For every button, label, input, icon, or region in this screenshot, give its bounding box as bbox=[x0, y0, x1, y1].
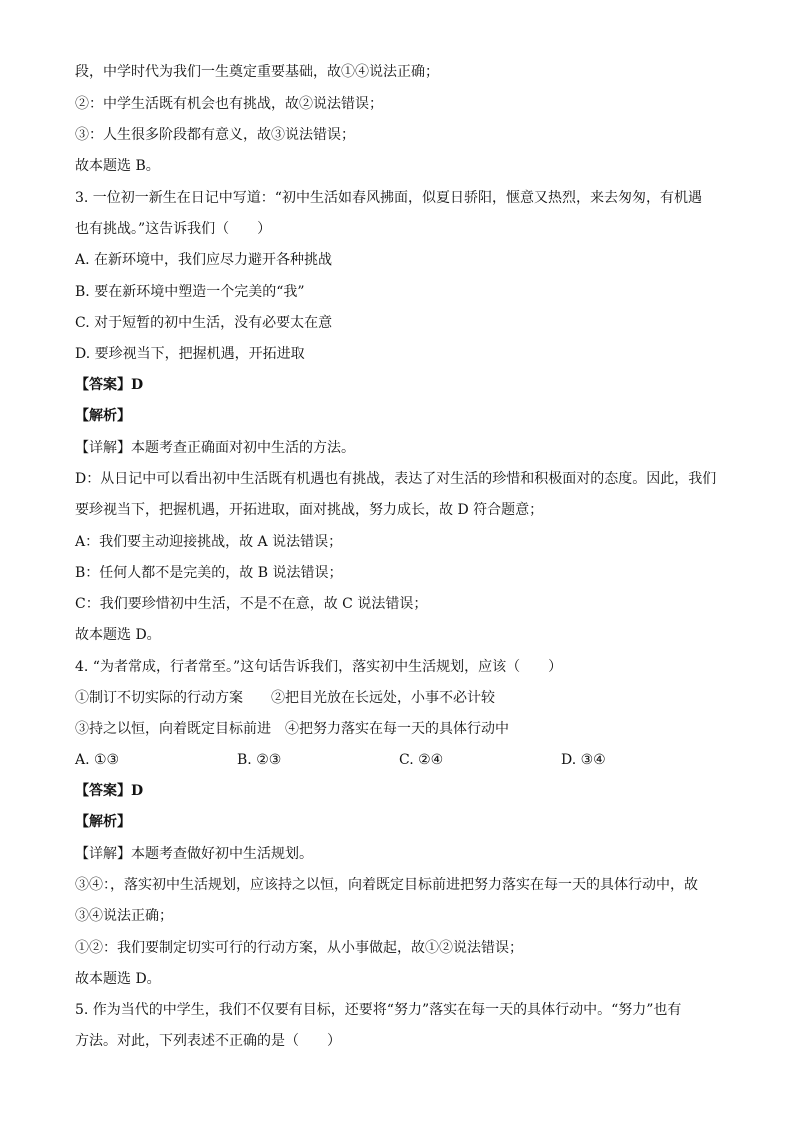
question-4-option-d: D. ③④ bbox=[561, 752, 606, 768]
question-5-stem-cont: 方法。对此，下列表述不正确的是（ ） bbox=[75, 1033, 341, 1049]
answer-label: 【答案】D bbox=[75, 783, 144, 799]
text-line: C：我们要珍惜初中生活，不是不在意，故 C 说法错误； bbox=[75, 596, 428, 612]
text-line: 故本题选 D。 bbox=[75, 971, 161, 987]
question-4-statements: ①制订不切实际的行动方案 ②把目光放在长远处，小事不必计较 bbox=[75, 690, 495, 706]
text-line: D：从日记中可以看出初中生活既有机遇也有挑战，表达了对生活的珍惜和积极面对的态度。因此，我们 bbox=[75, 471, 717, 487]
text-line: ③：人生很多阶段都有意义，故③说法错误； bbox=[75, 127, 355, 143]
question-4-stem: 4. “为者常成，行者常至。”这句话告诉我们，落实初中生活规划，应该（ ） bbox=[75, 659, 563, 675]
text-line: ③④说法正确； bbox=[75, 908, 173, 924]
question-3-stem: 3. 一位初一新生在日记中写道：“初中生活如春风拂面，似夏日骄阳，惬意又热烈，来去匆匆，有机遇 bbox=[75, 190, 702, 206]
question-3-stem-cont: 也有挑战。”这告诉我们（ ） bbox=[75, 221, 272, 237]
analysis-label: 【解析】 bbox=[75, 408, 131, 424]
question-4-option-c: C. ②④ bbox=[399, 752, 444, 768]
detail-line: 【详解】本题考查正确面对初中生活的方法。 bbox=[75, 440, 355, 456]
question-3-option-b: B. 要在新环境中塑造一个完美的“我” bbox=[75, 284, 305, 300]
question-4-options bbox=[75, 750, 725, 770]
text-line: 故本题选 B。 bbox=[75, 158, 160, 174]
text-line: 段，中学时代为我们一生奠定重要基础，故①④说法正确； bbox=[75, 64, 439, 80]
analysis-label: 【解析】 bbox=[75, 814, 131, 830]
answer-label: 【答案】D bbox=[75, 377, 144, 393]
question-4-option-b: B. ②③ bbox=[237, 752, 282, 768]
question-3-option-a: A. 在新环境中，我们应尽力避开各种挑战 bbox=[75, 252, 333, 268]
text-line: ①②：我们要制定切实可行的行动方案，从小事做起，故①②说法错误； bbox=[75, 940, 523, 956]
text-line: B：任何人都不是完美的，故 B 说法错误； bbox=[75, 565, 343, 581]
text-line: 要珍视当下，把握机遇，开拓进取，面对挑战，努力成长，故 D 符合题意； bbox=[75, 502, 544, 518]
text-line: ③④：，落实初中生活规划，应该持之以恒，向着既定目标前进把努力落实在每一天的具体行动中，故 bbox=[75, 877, 698, 893]
question-4-statements: ③持之以恒，向着既定目标前进 ④把努力落实在每一天的具体行动中 bbox=[75, 721, 509, 737]
question-5-stem: 5. 作为当代的中学生，我们不仅要有目标，还要将“努力”落实在每一天的具体行动中。“努力”也有 bbox=[75, 1002, 682, 1018]
text-line: A：我们要主动迎接挑战，故 A 说法错误； bbox=[75, 534, 343, 550]
question-3-option-d: D. 要珍视当下，把握机遇，开拓进取 bbox=[75, 346, 305, 362]
question-4-option-a: A. ①③ bbox=[75, 752, 120, 768]
text-line: 故本题选 D。 bbox=[75, 627, 161, 643]
detail-line: 【详解】本题考查做好初中生活规划。 bbox=[75, 846, 313, 862]
question-3-option-c: C. 对于短暂的初中生活，没有必要太在意 bbox=[75, 315, 333, 331]
text-line: ②：中学生活既有机会也有挑战，故②说法错误； bbox=[75, 96, 383, 112]
